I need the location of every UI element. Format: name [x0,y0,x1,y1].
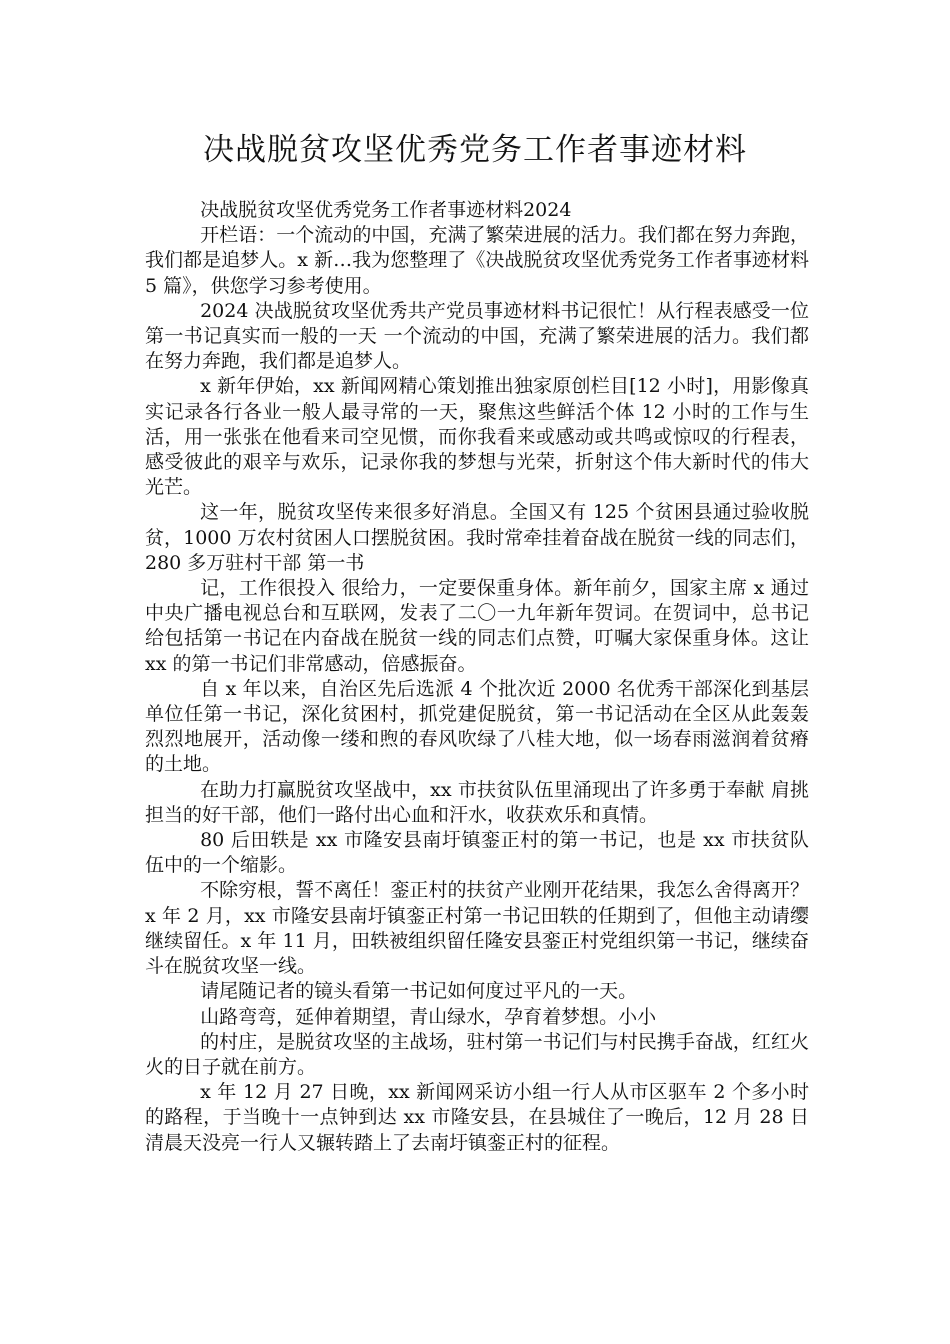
document-title: 决战脱贫攻坚优秀党务工作者事迹材料 [203,132,747,168]
paragraph: 在助力打赢脱贫攻坚战中，xx 市扶贫队伍里涌现出了许多勇于奉献 肩挑担当的好干部，他们一路付出心血和汗水，收获欢乐和真情。 [145,778,809,826]
paragraph: x 年 12 月 27 日晚，xx 新闻网采访小组一行人从市区驱车 2 个多小时的路程，于当晚十一点钟到达 xx 市隆安县，在县城住了一晚后，12 月 28 日清晨天没亮一行人又辗转踏上了去南圩镇銮正村的征程。 [145,1081,809,1154]
paragraph-intro: 开栏语：一个流动的中国，充满了繁荣进展的活力。我们都在努力奔跑，我们都是追梦人。x 新…我为您整理了《决战脱贫攻坚优秀党务工作者事迹材料 5 篇》，供您学习参考使用。 [145,224,809,297]
paragraph: 这一年，脱贫攻坚传来很多好消息。全国又有 125 个贫困县通过验收脱贫，1000 万农村贫困人口摆脱贫困。我时常牵挂着奋战在脱贫一线的同志们，280 多万驻村干部 第一书 [145,501,809,574]
paragraph: 2024 决战脱贫攻坚优秀共产党员事迹材料书记很忙！从行程表感受一位第一书记真实而一般的一天 一个流动的中国，充满了繁荣进展的活力。我们都在努力奔跑，我们都是追梦人。 [145,299,809,373]
paragraph: 山路弯弯，延伸着期望，青山绿水，孕育着梦想。小小 [200,1005,657,1028]
paragraph: 的村庄，是脱贫攻坚的主战场，驻村第一书记们与村民携手奋战，红红火火的日子就在前方。 [145,1030,809,1078]
paragraph: 自 x 年以来，自治区先后选派 4 个批次近 2000 名优秀干部深化到基层单位任第一书记，深化贫困村，抓党建促脱贫，第一书记活动在全区从此轰轰烈烈地展开，活动像一缕和煦的春风吹绿了八桂大地，似一场春雨滋润着贫瘠的土地。 [145,677,809,776]
document-body [145,198,809,1156]
paragraph: 80 后田轶是 xx 市隆安县南圩镇銮正村的第一书记，也是 xx 市扶贫队伍中的一个缩影。 [145,829,809,877]
paragraph: 请尾随记者的镜头看第一书记如何度过平凡的一天。 [200,980,638,1003]
paragraph: x 新年伊始，xx 新闻网精心策划推出独家原创栏目[12 小时]，用影像真实记录各行各业一般人最寻常的一天，聚焦这些鲜活个体 12 小时的工作与生活，用一张张在他看来司空见惯，而你我看来或感动或共鸣或惊叹的行程表，感受彼此的艰辛与欢乐，记录你我的梦想与光荣，折射这个伟大新时代的伟大光芒。 [145,375,809,499]
paragraph: 不除穷根，誓不离任！銮正村的扶贫产业刚开花结果，我怎么舍得离开？x 年 2 月，xx 市隆安县南圩镇銮正村第一书记田轶的任期到了，但他主动请缨继续留任。x 年 11 月，田轶被组织留任隆安县銮正村党组织第一书记，继续奋斗在脱贫攻坚一线。 [145,879,809,978]
document-subtitle: 决战脱贫攻坚优秀党务工作者事迹材料2024 [200,199,572,221]
paragraph: 记，工作很投入 很给力，一定要保重身体。新年前夕，国家主席 x 通过中央广播电视总台和互联网，发表了二〇一九年新年贺词。在贺词中，总书记给包括第一书记在内奋战在脱贫一线的同志们点赞，叮嘱大家保重身体。这让 xx 的第一书记们非常感动，倍感振奋。 [145,577,809,675]
